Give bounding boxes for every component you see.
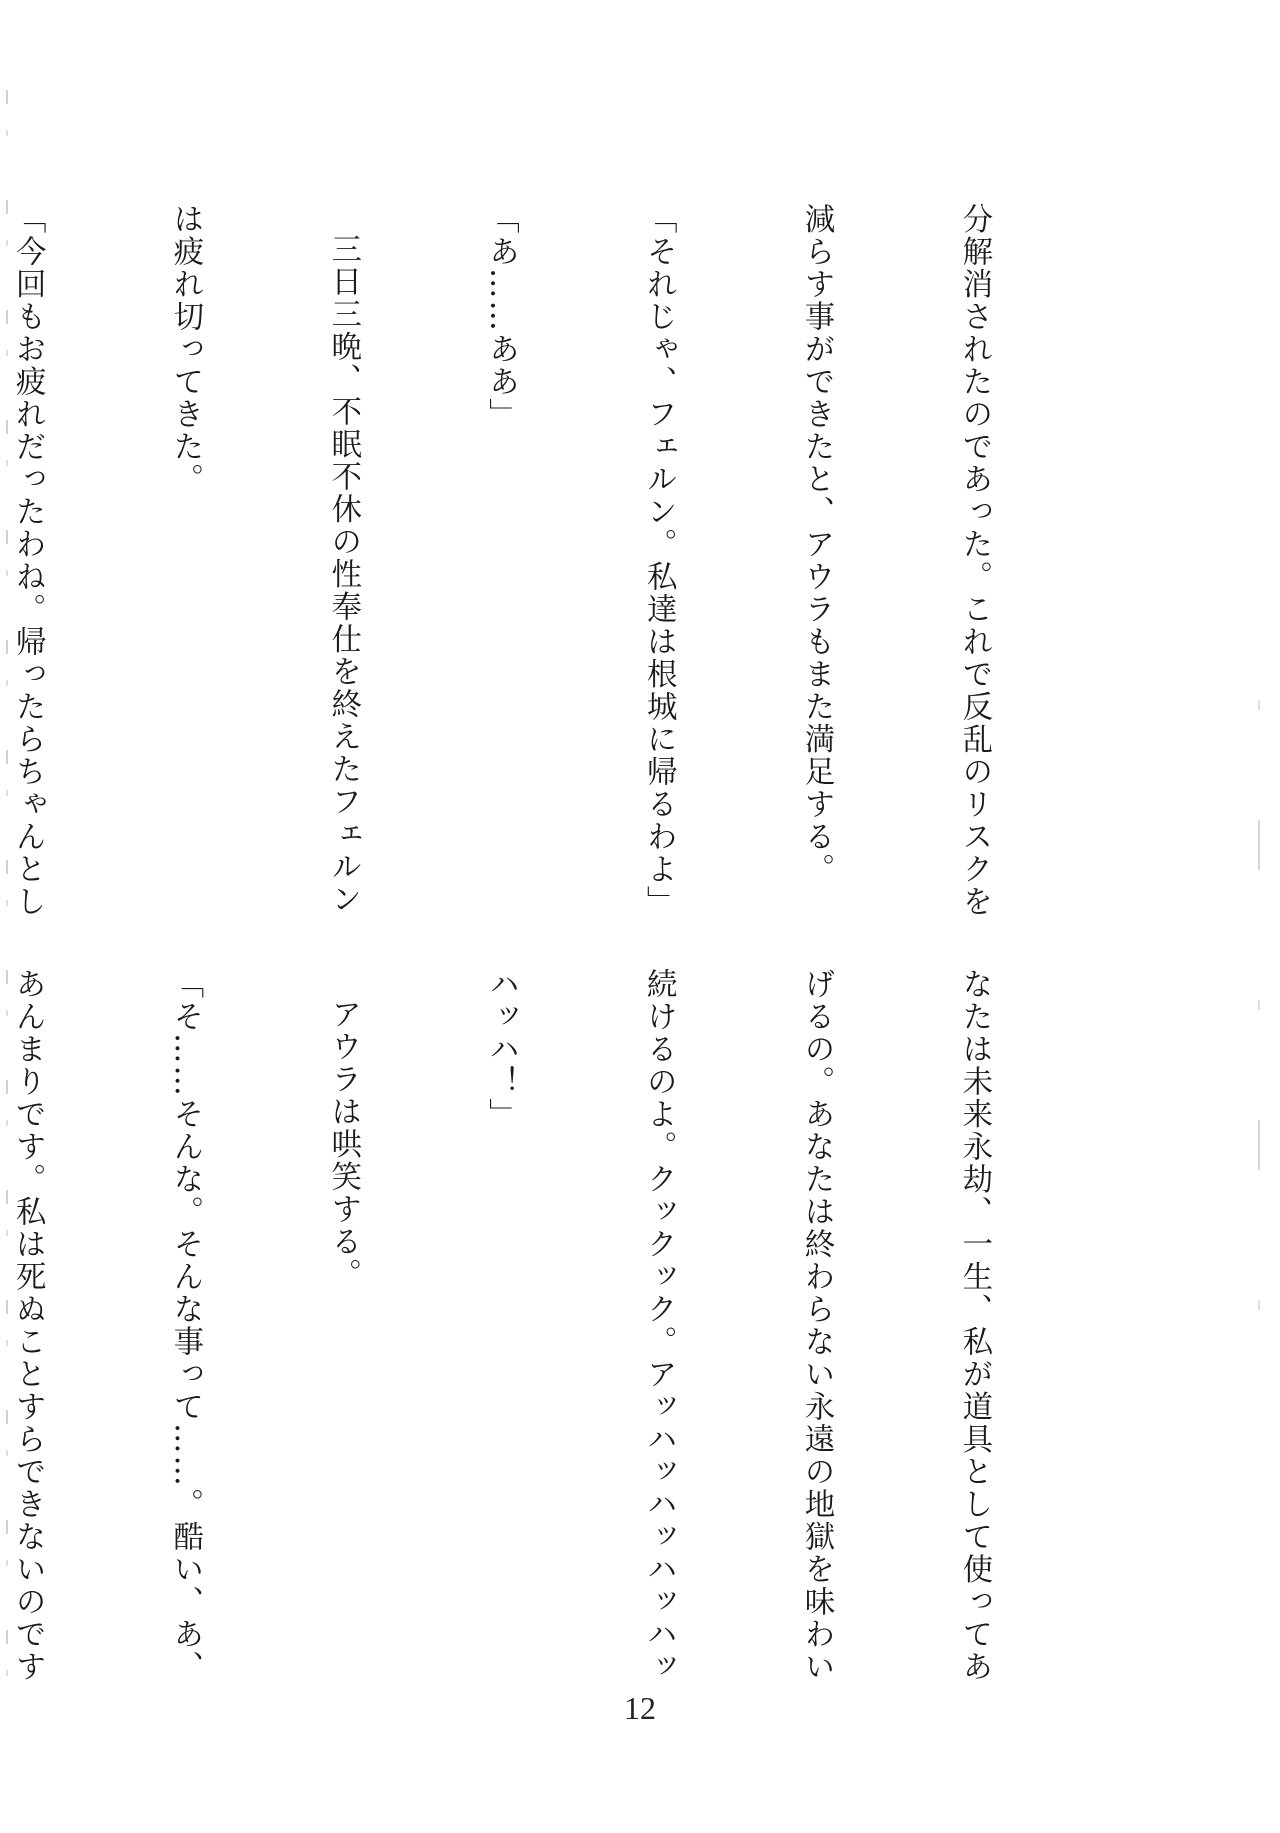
text-column: 減らす事ができたと、アウラもまた満足する。 xyxy=(799,203,835,886)
text-column: 三日三晩、不眠不休の性奉仕を終えたフェルン xyxy=(325,233,361,916)
text-column: 続けるのよ。クックック。アッハッハッハッハッ xyxy=(641,968,677,1683)
scan-edge-right xyxy=(1258,700,1260,1400)
text-column: 「そ……そんな。そんな事って……。酷い、あ、 xyxy=(167,968,203,1683)
text-column: 「あ……ああ」 xyxy=(483,203,519,431)
text-column: は疲れ切ってきた。 xyxy=(167,203,203,496)
text-column: 「今回もお疲れだったわね。帰ったらちゃんとし xyxy=(10,203,46,918)
text-column: あんまりです。私は死ぬことすらできないのです xyxy=(10,968,46,1683)
text-column: げるの。あなたは終わらない永遠の地獄を味わい xyxy=(799,968,835,1683)
text-column: なたは未来永劫、一生、私が道具として使ってあ xyxy=(956,968,992,1683)
text-column: アウラは哄笑する。 xyxy=(325,998,361,1291)
text-column: 分解消されたのであった。これで反乱のリスクを xyxy=(956,203,992,918)
text-block-top xyxy=(0,203,1105,918)
text-column: ハッハ！」 xyxy=(483,968,519,1131)
text-column: 「それじゃ、フェルン。私達は根城に帰るわよ」 xyxy=(641,203,677,918)
page-number: 12 xyxy=(624,1690,656,1726)
text-block-bottom xyxy=(0,968,1105,1683)
